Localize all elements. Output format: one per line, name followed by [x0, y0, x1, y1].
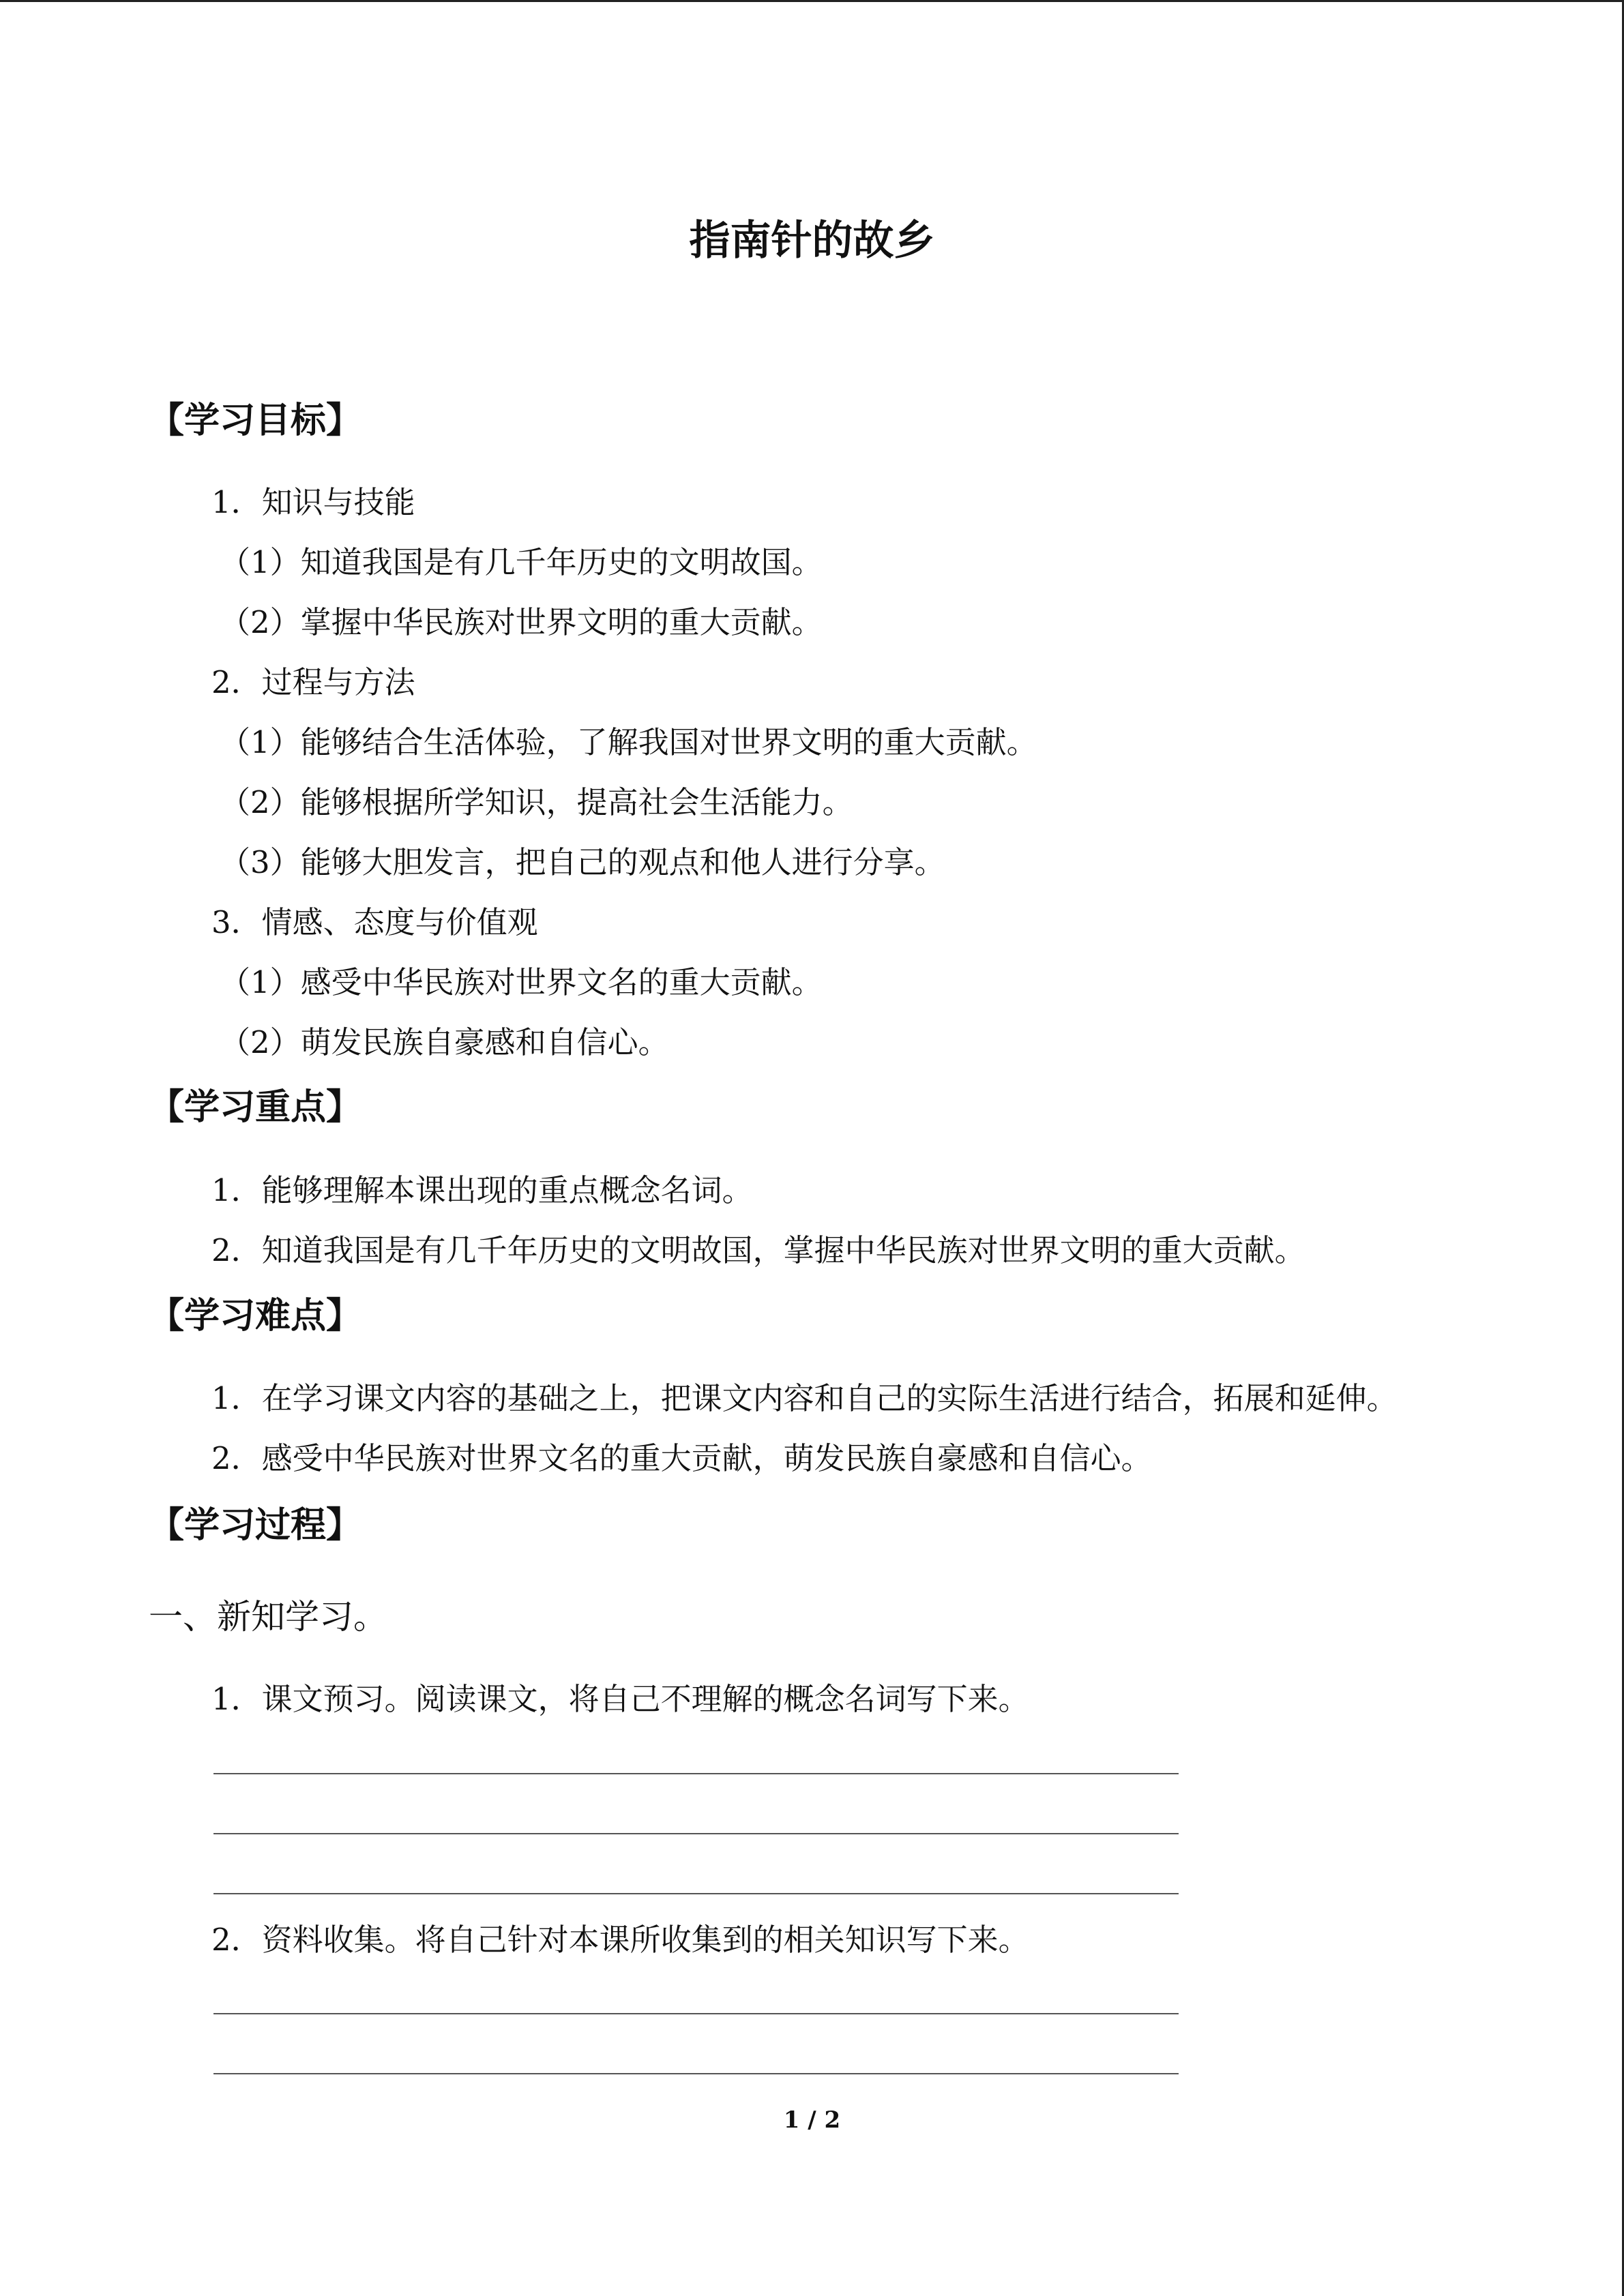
page-border-top — [0, 0, 1624, 2]
section-heading-difficulties: 【学习难点】 — [149, 1296, 362, 1337]
answer-line — [213, 2013, 1179, 2014]
page-number: 1 / 2 — [783, 2106, 841, 2134]
section-heading-process: 【学习过程】 — [149, 1505, 362, 1546]
task-prompt-research: 2．资料收集。将自己针对本课所收集到的相关知识写下来。 — [211, 1922, 1029, 1958]
answer-line — [213, 1893, 1179, 1894]
difficulty-item: 2．感受中华民族对世界文名的重大贡献，萌发民族自豪感和自信心。 — [211, 1440, 1152, 1476]
objective-item: 2．过程与方法 — [211, 664, 415, 700]
key-point-item: 1．能够理解本课出现的重点概念名词。 — [211, 1172, 753, 1208]
objective-item: （1）能够结合生活体验，了解我国对世界文明的重大贡献。 — [220, 724, 1037, 760]
objective-item: （1）感受中华民族对世界文名的重大贡献。 — [220, 964, 823, 1000]
answer-line — [213, 1833, 1179, 1834]
objective-item: （2）能够根据所学知识，提高社会生活能力。 — [220, 784, 853, 820]
objective-item: （2）掌握中华民族对世界文明的重大贡献。 — [220, 604, 823, 640]
answer-line — [213, 2073, 1179, 2074]
difficulty-item: 1．在学习课文内容的基础之上，把课文内容和自己的实际生活进行结合，拓展和延伸。 — [211, 1380, 1398, 1416]
objective-item: （1）知道我国是有几千年历史的文明故国。 — [220, 544, 823, 580]
section-heading-key-points: 【学习重点】 — [149, 1087, 362, 1128]
objective-item: 3．情感、态度与价值观 — [211, 904, 538, 940]
objective-item: 1．知识与技能 — [211, 484, 415, 520]
answer-line — [213, 1773, 1179, 1774]
document-title: 指南针的故乡 — [689, 217, 935, 265]
objective-item: （3）能够大胆发言，把自己的观点和他人进行分享。 — [220, 844, 945, 880]
task-prompt-preview: 1．课文预习。阅读课文，将自己不理解的概念名词写下来。 — [211, 1681, 1029, 1717]
subsection-title: 一、新知学习。 — [149, 1597, 387, 1637]
key-point-item: 2．知道我国是有几千年历史的文明故国，掌握中华民族对世界文明的重大贡献。 — [211, 1232, 1305, 1268]
section-heading-objectives: 【学习目标】 — [149, 400, 362, 441]
objective-item: （2）萌发民族自豪感和自信心。 — [220, 1024, 669, 1060]
